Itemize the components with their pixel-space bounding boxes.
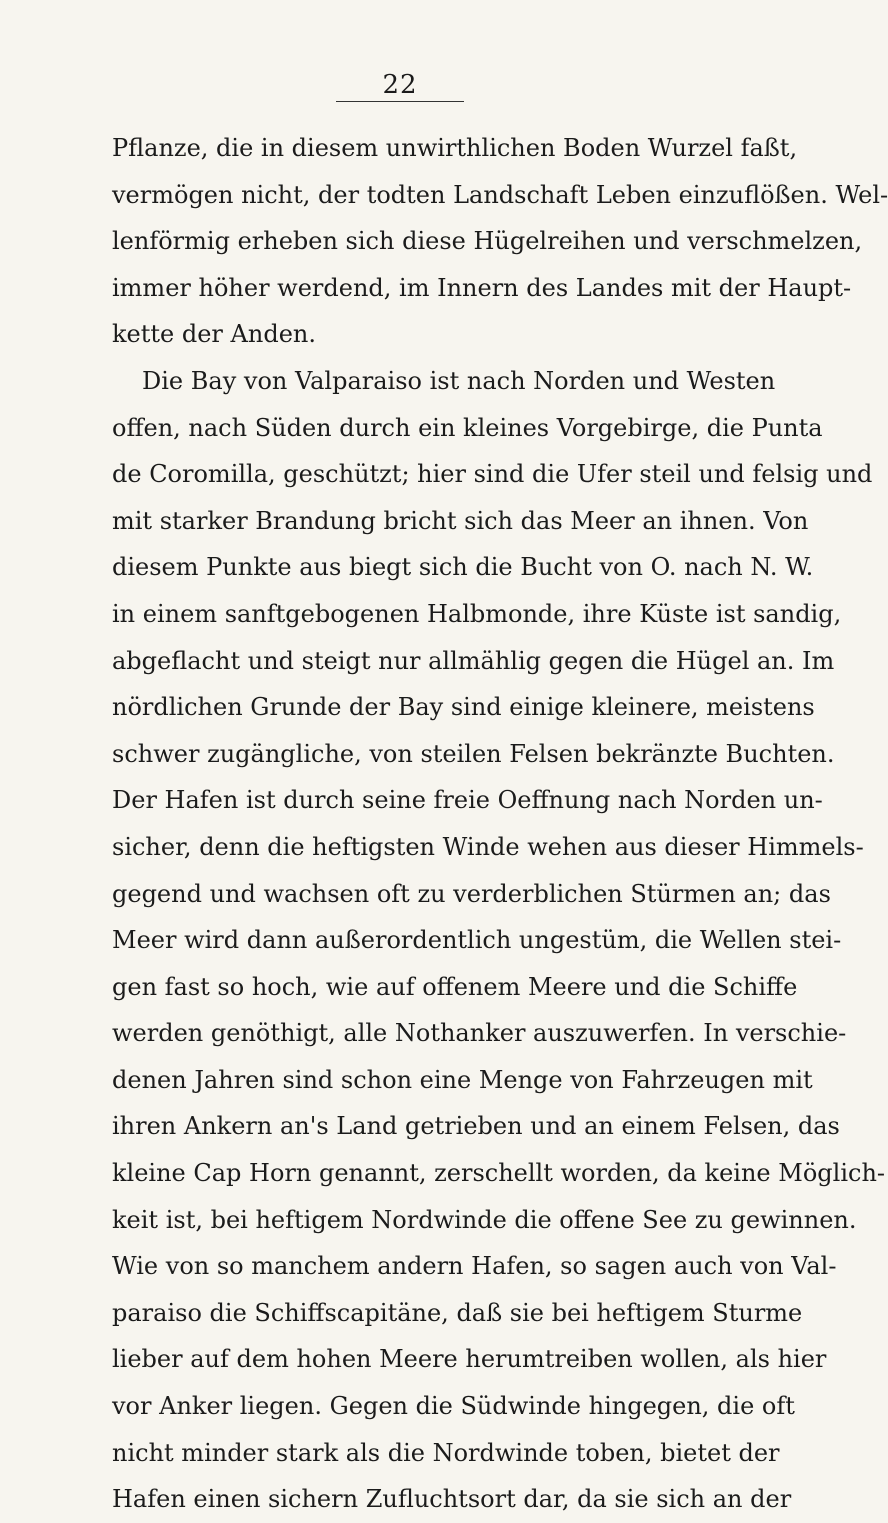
text-line: diesem Punkte aus biegt sich die Bucht von O. nach N. W.	[112, 553, 814, 582]
page-number: 22	[382, 70, 418, 100]
text-line: sicher, denn die heftigsten Winde wehen aus dieser Himmels-	[112, 832, 864, 861]
text-line: Meer wird dann außerordentlich ungestüm, die Wellen stei-	[112, 926, 842, 955]
text-line: paraiso die Schiffscapitäne, daß sie bei heftigem Sturme	[112, 1298, 803, 1327]
text-line: kleine Cap Horn genannt, zerschellt worden, da keine Möglich-	[112, 1159, 886, 1188]
text-line: denen Jahren sind schon eine Menge von Fahrzeugen mit	[112, 1065, 813, 1094]
header-rule	[336, 101, 464, 102]
text-line: Die Bay von Valparaiso ist nach Norden und Westen	[142, 366, 776, 395]
text-line: keit ist, bei heftigem Nordwinde die offene See zu gewinnen.	[112, 1205, 857, 1234]
text-line: Der Hafen ist durch seine freie Oeffnung nach Norden un-	[112, 786, 823, 815]
text-line: Hafen einen sichern Zufluchtsort dar, da sie sich an der	[112, 1485, 792, 1514]
text-line: gen fast so hoch, wie auf offenem Meere und die Schiffe	[112, 972, 798, 1001]
text-line: gegend und wachsen oft zu verderblichen Stürmen an; das	[112, 879, 831, 908]
text-line: in einem sanftgebogenen Halbmonde, ihre Küste ist sandig,	[112, 599, 842, 628]
text-line: Pflanze, die in diesem unwirthlichen Boden Wurzel faßt,	[112, 134, 798, 162]
text-line: werden genöthigt, alle Nothanker auszuwerfen. In verschie-	[112, 1019, 847, 1048]
body-text	[112, 125, 888, 1523]
text-line: de Coromilla, geschützt; hier sind die Ufer steil und felsig und	[112, 460, 873, 489]
text-line: Wie von so manchem andern Hafen, so sagen auch von Val-	[112, 1252, 837, 1281]
text-line: vermögen nicht, der todten Landschaft Leben einzuflößen. Wel-	[112, 180, 888, 209]
text-line: nördlichen Grunde der Bay sind einige kleinere, meistens	[112, 693, 815, 722]
text-line: offen, nach Süden durch ein kleines Vorgebirge, die Punta	[112, 413, 823, 442]
text-line: abgeflacht und steigt nur allmählig gegen die Hügel an. Im	[112, 646, 835, 675]
text-line: ihren Ankern an's Land getrieben und an einem Felsen, das	[112, 1112, 840, 1141]
text-line: immer höher werdend, im Innern des Landes mit der Haupt-	[112, 273, 852, 302]
text-line: lieber auf dem hohen Meere herumtreiben wollen, als hier	[112, 1345, 827, 1374]
text-line: lenförmig erheben sich diese Hügelreihen und verschmelzen,	[112, 227, 863, 256]
text-line: mit starker Brandung bricht sich das Meer an ihnen. Von	[112, 506, 809, 535]
text-line: nicht minder stark als die Nordwinde toben, bietet der	[112, 1438, 780, 1467]
text-line: vor Anker liegen. Gegen die Südwinde hingegen, die oft	[112, 1392, 795, 1421]
text-line: schwer zugängliche, von steilen Felsen bekränzte Buchten.	[112, 739, 835, 768]
text-line: kette der Anden.	[112, 320, 316, 349]
